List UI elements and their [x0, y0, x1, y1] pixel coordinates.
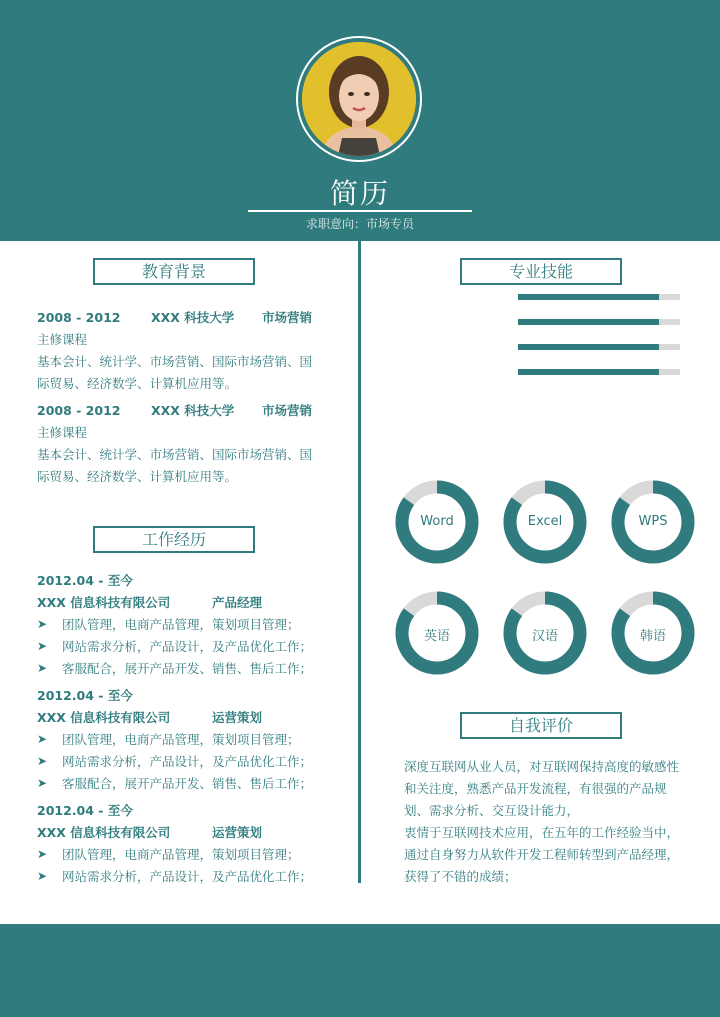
donut-label: 韩语 — [639, 629, 666, 644]
work-role: 产品经理 — [212, 595, 263, 610]
self-eval-line: 划、需求分析、交互设计能力， — [404, 803, 580, 818]
work-company: XXX 信息科技有限公司 — [37, 710, 171, 725]
self-eval-line: 衷情于互联网技术应用，在五年的工作经验当中， — [404, 825, 680, 840]
work-period: 2012.04 - 至今 — [37, 688, 133, 703]
work-role: 运营策划 — [212, 710, 263, 725]
avatar — [302, 42, 416, 156]
education-major: 市场营销 — [262, 403, 313, 418]
education-heading: 教育背景 — [93, 258, 255, 285]
education-course-label: 主修课程 — [37, 425, 88, 440]
work-duty: 网站需求分析，产品设计，及产品优化工作； — [62, 869, 313, 884]
education-school: XXX 科技大学 — [151, 403, 235, 418]
skill-bar-fill — [518, 369, 659, 375]
arrow-bullet-icon: ➤ — [37, 661, 48, 675]
arrow-bullet-icon: ➤ — [37, 639, 48, 653]
work-duty: 网站需求分析，产品设计，及产品优化工作； — [62, 754, 313, 769]
work-heading: 工作经历 — [93, 526, 255, 553]
work-period: 2012.04 - 至今 — [37, 803, 133, 818]
work-period: 2012.04 - 至今 — [37, 573, 133, 588]
skills-heading: 专业技能 — [460, 258, 622, 285]
footer-banner — [0, 924, 720, 1017]
self-eval-heading: 自我评价 — [460, 712, 622, 739]
education-course-line: 际贸易、经济数学、计算机应用等。 — [37, 469, 238, 484]
arrow-bullet-icon: ➤ — [37, 732, 48, 746]
education-course-line: 基本会计、统计学、市场营销、国际市场营销、国 — [37, 354, 313, 369]
work-duty: 网站需求分析，产品设计，及产品优化工作； — [62, 639, 313, 654]
work-role: 运营策划 — [212, 825, 263, 840]
education-major: 市场营销 — [262, 310, 313, 325]
work-duty: 客服配合，展开产品开发、销售、售后工作； — [62, 776, 313, 791]
arrow-bullet-icon: ➤ — [37, 776, 48, 790]
arrow-bullet-icon: ➤ — [37, 869, 48, 883]
skill-bar-fill — [518, 344, 659, 350]
skill-bar — [518, 319, 680, 325]
donut-label: WPS — [638, 514, 668, 529]
arrow-bullet-icon: ➤ — [37, 617, 48, 631]
arrow-bullet-icon: ➤ — [37, 754, 48, 768]
work-company: XXX 信息科技有限公司 — [37, 595, 171, 610]
self-eval-line: 获得了不错的成绩； — [404, 869, 517, 884]
self-eval-line: 和关注度，熟悉产品开发流程，有很强的产品规 — [404, 781, 667, 796]
education-course-line: 际贸易、经济数学、计算机应用等。 — [37, 376, 238, 391]
arrow-bullet-icon: ➤ — [37, 847, 48, 861]
title-underline — [248, 210, 472, 212]
skill-bar — [518, 344, 680, 350]
education-school: XXX 科技大学 — [151, 310, 235, 325]
skill-bar — [518, 369, 680, 375]
donut-label: 英语 — [423, 629, 450, 644]
work-duty: 客服配合，展开产品开发、销售、售后工作； — [62, 661, 313, 676]
skill-bar-fill — [518, 319, 659, 325]
skill-bar-fill — [518, 294, 659, 300]
work-duty: 团队管理，电商产品管理，策划项目管理； — [62, 732, 300, 747]
page-title: 简历 — [329, 177, 390, 210]
donut-label: 汉语 — [531, 629, 558, 644]
donut-label: Word — [420, 514, 454, 529]
education-period: 2008 - 2012 — [37, 310, 121, 325]
column-divider — [358, 241, 361, 883]
avatar-portrait — [302, 42, 416, 156]
work-duty: 团队管理，电商产品管理，策划项目管理； — [62, 847, 300, 862]
self-eval-line: 深度互联网从业人员，对互联网保持高度的敏感性 — [404, 759, 680, 774]
self-eval-line: 通过自身努力从软件开发工程师转型到产品经理， — [404, 847, 680, 862]
job-intent: 求职意向：市场专员 — [305, 217, 414, 231]
work-duty: 团队管理，电商产品管理，策划项目管理； — [62, 617, 300, 632]
donut-label: Excel — [527, 514, 563, 529]
skill-bar — [518, 294, 680, 300]
work-company: XXX 信息科技有限公司 — [37, 825, 171, 840]
education-course-line: 基本会计、统计学、市场营销、国际市场营销、国 — [37, 447, 313, 462]
education-course-label: 主修课程 — [37, 332, 88, 347]
education-period: 2008 - 2012 — [37, 403, 121, 418]
